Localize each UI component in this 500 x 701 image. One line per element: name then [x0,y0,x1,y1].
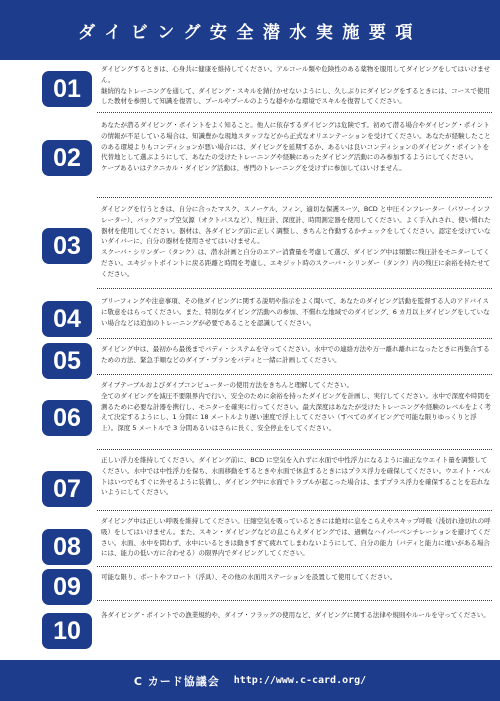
section-number-badge: 04 [42,301,92,337]
section-text [101,296,492,328]
section-paragraph: ダイビングを行うときは、自分に合ったマスク、スノーケル、フィン、適切な保護スーツ、BCD と中圧インフレーター（パワーインフレーター）、バックアップ空気源（オクトパスなど）、残圧計、深度計、時間測定器を使用してください。よく手入れされ、使い慣れた器材を使用してください。器材は、各ダイビング前に正しく調整し、きちんと作動するかチェックをしてください。認定を受けていないダイバーに、自分の器材を使用させてはいけません。 [101,205,491,246]
dotted-divider [97,338,492,339]
dotted-divider [97,288,492,289]
section-number-badge: 02 [42,140,92,176]
dotted-divider [97,197,492,198]
section-number-badge: 01 [42,71,92,107]
section-text [101,380,492,434]
footer-url-link[interactable]: http://www.c-card.org/ [233,675,367,686]
section-text [101,516,492,559]
section-text [101,610,492,621]
section-text [101,120,492,174]
section-text [101,455,492,498]
section-paragraph: 各ダイビング・ポイントでの漁業規約や、ダイブ・フラッグの使用など、ダイビングに関する法律や規則やルールを守ってください。 [101,611,490,619]
dotted-divider [97,374,492,375]
section-number-badge: 05 [42,343,92,379]
section-06 [0,376,500,448]
dotted-divider [97,600,492,601]
footer-bar [0,660,500,701]
section-paragraph: ブリーフィングや注意事項、その他ダイビングに関する説明や指示をよく聞いて、あなたのダイビング活動を監督する人のアドバイスに敬意をはらってください。また、特別なダイビング活動への参加、不慣れな地域でのダイビング、6 カ月以上ダイビングをしていない場合などは追加のトレーニングが必要であることを認識してください。 [101,297,490,327]
section-paragraph: ダイビング中は、最初から最後までバディ・システムを守ってください。水中での連絡方法や万一離れ離れになったときに再集合するための方法、緊急手順などのダイブ・プランをバディと一緒に計画してください。 [101,345,490,364]
section-paragraph: ダイビングするときは、心身共に健康を維持してください。アルコール類や危険性のある薬物を服用してダイビングをしてはいけません。 [101,65,491,84]
section-number-badge: 08 [42,529,92,565]
section-paragraph: 可能な限り、ボートやフロート（浮具）、その他の水面用ステーションを設置して使用してください。 [101,573,397,581]
section-paragraph: 全てのダイビングを減圧不要限界内で行い、安全のために余裕を持ったダイビングを計画し、実行してください。水中で深度や時間を测るために必要な計器を携行し、モニターを確実に行ってください。最大深度はあなたが受けたトレーニングや経験のレベルをよく考えて決定するようにし、1 分間に 18 メートルより遅い速度で浮上してください（すべてのダイビングで可能な限りゆっくりと浮上）。深度 5 メートルで 3 分間あるいはさらに長く、安全停止をしてください。 [101,391,491,433]
section-text [101,572,492,583]
section-text [101,64,492,107]
section-05 [0,340,500,373]
section-paragraph: 継続的なトレーニングを通して、ダイビング・スキルを錆付かせないようにし、久しぶりにダイビングをするときには、コースで使用した教材を参照して知識を復習し、プールやプールのような穏やかな環境でスキルを復習してください。 [101,86,490,106]
section-text [101,344,492,366]
section-07 [0,451,500,509]
section-09 [0,568,500,601]
section-paragraph: ケーブあるいはテクニカル・ダイビング活動は、専門のトレーニングを受けずに参加してはいけません。 [101,164,406,173]
dotted-divider [97,112,492,113]
dotted-divider [97,510,492,511]
section-number-badge: 06 [42,400,92,436]
section-number-badge: 10 [42,613,92,649]
section-number-badge: 07 [42,471,92,507]
section-10 [0,606,500,651]
section-paragraph: スクーバ・シリンダー（タンク）は、潜水計画と自分のエアー消費量を考慮して選び、ダイビング中は頻繁に残圧計をモニターしてください。エキジットポイントに戻る距離と時間を考慮し、エキジット時のスクーバ・シリンダー（タンク）内の残圧に余裕を持たせてください。 [101,248,491,278]
section-03 [0,200,500,286]
section-paragraph: ダイビング中は正しい呼吸を維持してください。圧縮空気を吸っているときには絶対に息をこらえやスキップ呼吸（浅切れ途切れの呼吸）をしてはいけません。また、スキン・ダイビングなどの息こらえダイビングでは、過剰なハイパーベンチレーションを避けてください。水面、水中を問わず、水中にいるときは動きすぎて疲れてしまわないようにして、自分の能力（バディと能力に違いがある場合には、能力の低い方に合わせる）の限界内でダイビングしてください。 [101,517,491,558]
section-paragraph: ダイブテーブルおよびダイブコンピューターの使用方法をきちんと理解してください。 [101,381,353,389]
section-number-badge: 09 [42,569,92,605]
section-text [101,204,492,280]
section-paragraph: あなたが潜るダイビング・ポイントをよく知ること。他人に依存するダイビングは危険です。初めて潜る場合やダイビング・ポイントの情報が不足している場合は、知識豊かな現地スタッフなどから正式なオリエンテーションを受けてください。あなたが経験したことのある環境よりもコンディションが悪い場合には、ダイビングを延期するか、あるいは良いコンディションのダイビング・ポイントを代替地として選ぶようにして、あなたの受けたトレーニングや経験にあったダイビング活動にのみ参加するようにしてください。 [101,121,491,162]
section-04 [0,292,500,336]
header-bar [0,0,500,60]
dotted-divider [97,449,492,450]
section-number-badge: 03 [42,228,92,264]
section-02 [0,116,500,194]
page-title: ダイビング安全潜水実施要項 [78,22,422,43]
footer-organization: C カード協議会 [133,674,220,688]
dotted-divider [97,566,492,567]
section-01 [0,60,500,108]
section-paragraph: 正しい浮力を維持してください。ダイビング前に、BCD に空気を入れずに水面で中性浮力になるように適正なウエイト量を調整してください。水中では中性浮力を保ち、水面移動をするときや水面で休息するときにはプラス浮力を確保してください。ウエイト・ベルトはいつでもすぐに外せるように装備し、ダイビング中に水面でトラブルが起こった場合は、まずプラス浮力を確保することを忘れないようにしてください。 [101,456,491,497]
section-08 [0,512,500,565]
